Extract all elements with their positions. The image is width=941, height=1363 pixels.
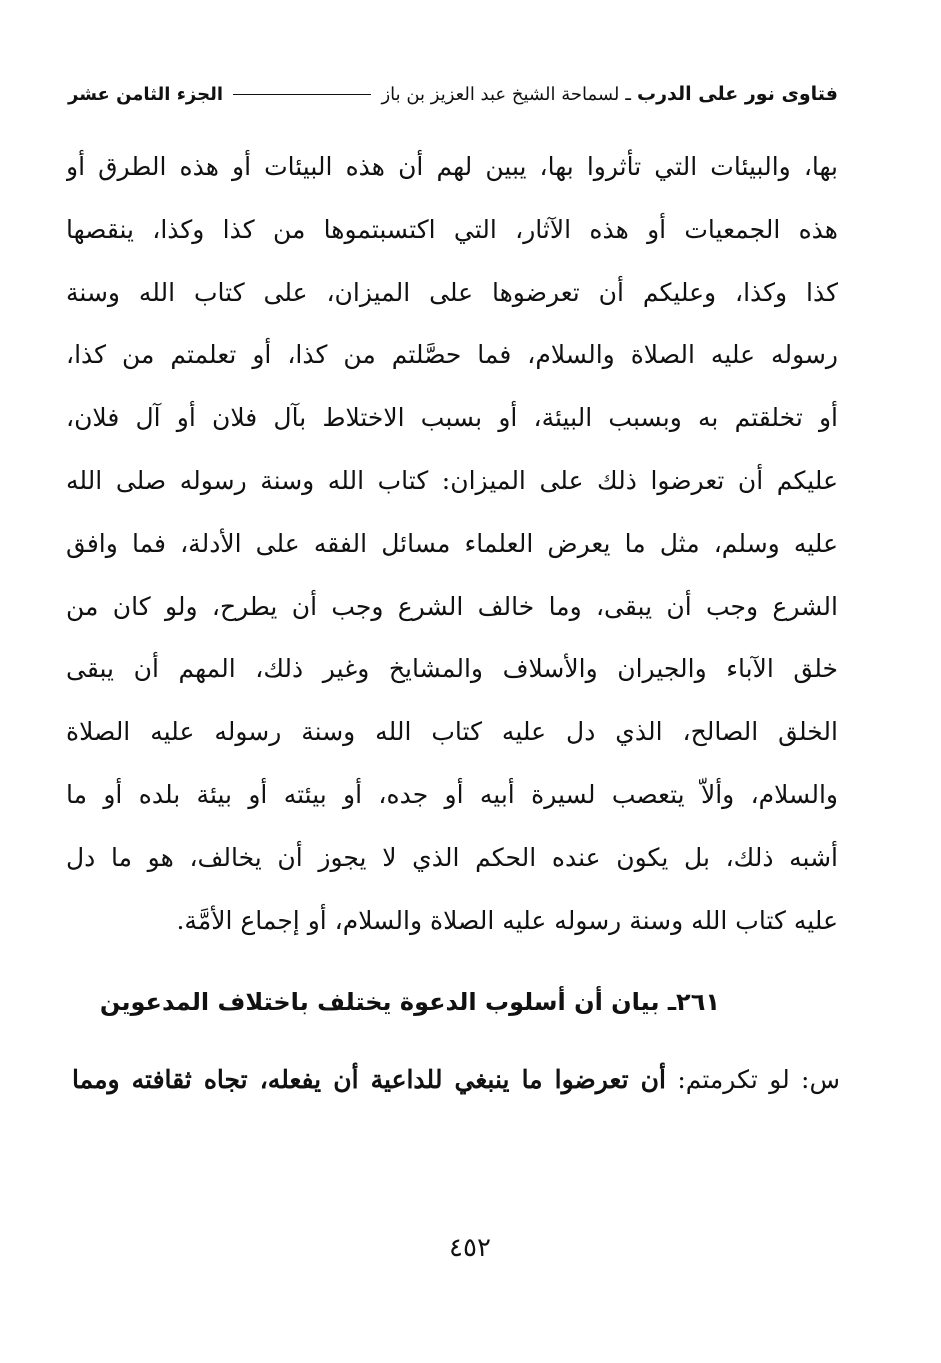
text-line: أشبه ذلك، بل يكون عنده الحكم الذي لا يجوز أن يخالف، هو ما دل <box>66 842 838 872</box>
body-text <box>66 136 838 952</box>
author-line: لسماحة الشيخ عبد العزيز بن باز <box>381 83 620 105</box>
question-line <box>72 1052 840 1108</box>
header-title-group <box>381 83 838 105</box>
text-line: خلق الآباء والجيران والأسلاف والمشايخ وغير ذلك، المهم أن يبقى <box>66 654 838 684</box>
page-number: ٤٥٢ <box>449 1233 491 1263</box>
title-separator: ـ <box>625 83 631 105</box>
running-header <box>68 74 838 114</box>
question-text: أن تعرضوا ما ينبغي للداعية أن يفعله، تجاه ثقافته ومما <box>72 1065 666 1094</box>
volume-label: الجزء الثامن عشر <box>68 83 224 105</box>
text-line: كذا وكذا، وعليكم أن تعرضوها على الميزان، على كتاب الله وسنة <box>66 277 838 307</box>
text-line: والسلام، وألاّ يتعصب لسيرة أبيه أو جده، أو بيئته أو بيئة بلده أو ما <box>66 779 838 809</box>
header-rule <box>233 94 371 95</box>
text-line: الشرع وجب أن يبقى، وما خالف الشرع وجب أن يطرح، ولو كان من <box>66 591 838 621</box>
section-heading: ٢٦١ـ بيان أن أسلوب الدعوة يختلف باختلاف المدعوين <box>99 988 720 1016</box>
text-line: أو تخلقتم به وبسبب البيئة، أو بسبب الاختلاط بآل فلان أو آل فلان، <box>66 403 838 433</box>
text-line: عليه وسلم، مثل ما يعرض العلماء مسائل الفقه على الأدلة، فما وافق <box>66 528 838 558</box>
text-line: الخلق الصالح، الذي دل عليه كتاب الله وسنة رسوله عليه الصلاة <box>66 717 838 747</box>
question-prefix: س: لو تكرمتم: <box>677 1065 841 1094</box>
text-line: بها، والبيئات التي تأثروا بها، يبين لهم أن هذه البيئات أو هذه الطرق أو <box>66 152 838 181</box>
book-title: فتاوى نور على الدرب <box>637 83 838 105</box>
text-line: عليه كتاب الله وسنة رسوله عليه الصلاة والسلام، أو إجماع الأمَّة. <box>176 905 838 935</box>
text-line: هذه الجمعيات أو هذه الآثار، التي اكتسبتموها من كذا وكذا، ينقصها <box>66 214 838 244</box>
text-line: رسوله عليه الصلاة والسلام، فما حصَّلتم من كذا، أو تعلمتم من كذا، <box>66 340 838 370</box>
text-line: عليكم أن تعرضوا ذلك على الميزان: كتاب الله وسنة رسوله صلى الله <box>66 465 838 495</box>
